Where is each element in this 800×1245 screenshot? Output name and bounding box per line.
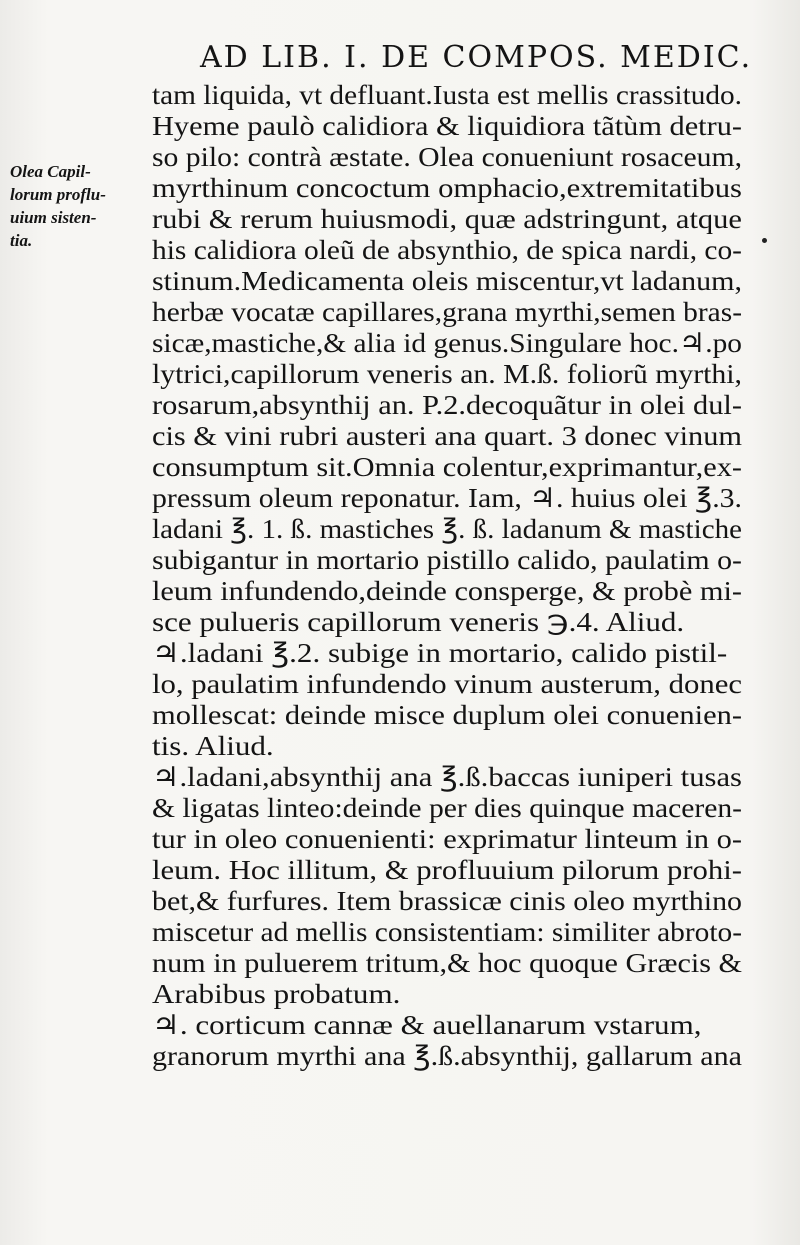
text-line: ♃.ladani,absynthij ana ℥.ß.baccas iuniperi tusas — [152, 762, 742, 792]
text-line: & ligatas linteo:deinde per dies quinque maceren- — [152, 793, 742, 823]
text-line: tis. Aliud. — [152, 731, 274, 761]
text-line: bet,& furfures. Item brassicæ cinis oleo myrthino — [152, 886, 742, 916]
text-line: sce pulueris capillorum veneris ℈.4. Aliud. — [152, 607, 685, 637]
text-line: num in puluerem tritum,& hoc quoque Græcis & — [152, 948, 742, 978]
text-line: lo, paulatim infundendo vinum austerum, donec — [152, 669, 742, 699]
text-line: so pilo: contrà æstate. Olea conueniunt rosaceum, — [152, 142, 742, 172]
text-line: lytrici,capillorum veneris an. M.ß. foliorũ myrthi, — [152, 359, 742, 389]
text-line: leum. Hoc illitum, & profluuium pilorum prohi- — [152, 855, 742, 885]
margin-note — [10, 160, 150, 252]
text-line: his calidiora oleũ de absynthio, de spica nardi, co- — [152, 235, 742, 265]
text-line: rubi & rerum huiusmodi, quæ adstringunt, atque — [152, 204, 742, 234]
text-line: Hyeme paulò calidiora & liquidiora tãtùm detru- — [152, 111, 742, 141]
text-line: herbæ vocatæ capillares,grana myrthi,semen bras- — [152, 297, 742, 327]
text-line: tur in oleo conuenienti: exprimatur linteum in o- — [152, 824, 742, 854]
text-line: miscetur ad mellis consistentiam: similiter abroto- — [152, 917, 742, 947]
ink-dot — [762, 238, 767, 243]
text-line: cis & vini rubri austeri ana quart. 3 donec vinum — [152, 421, 742, 451]
text-line: myrthinum concoctum omphacio,extremitatibus — [152, 173, 742, 203]
text-line: leum infundendo,deinde consperge, & probè mi- — [152, 576, 742, 606]
margin-note-line: uium sisten- — [10, 208, 97, 227]
text-line: ladani ℥. 1. ß. mastiches ℥. ß. ladanum & mastiche — [152, 514, 742, 544]
text-line: pressum oleum reponatur. Iam, ♃. huius olei ℥.3. — [152, 483, 742, 513]
text-line: granorum myrthi ana ℥.ß.absynthij, gallarum ana — [152, 1041, 742, 1071]
text-line: sicæ,mastiche,& alia id genus.Singulare hoc.♃.po — [152, 328, 742, 358]
text-line: ♃.ladani ℥.2. subige in mortario, calido pistil- — [152, 638, 728, 668]
body-text — [152, 80, 752, 1072]
text-line: tam liquida, vt defluant.Iusta est mellis crassitudo. — [152, 80, 742, 110]
margin-note-line: Olea Capil- — [10, 162, 91, 181]
text-line: stinum.Medicamenta oleis miscentur,vt ladanum, — [152, 266, 742, 296]
running-header: AD LIB. I. DE COMPOS. MEDIC. — [200, 40, 753, 75]
text-line: mollescat: deinde misce duplum olei conuenien- — [152, 700, 742, 730]
text-line: ♃. corticum cannæ & auellanarum vstarum, — [152, 1010, 702, 1040]
margin-note-line: tia. — [10, 231, 33, 250]
text-line: consumptum sit.Omnia colentur,exprimantur,ex- — [152, 452, 742, 482]
margin-note-line: lorum proflu- — [10, 185, 106, 204]
text-line: subigantur in mortario pistillo calido, paulatim o- — [152, 545, 742, 575]
text-line: rosarum,absynthij an. P.2.decoquãtur in olei dul- — [152, 390, 742, 420]
text-line: Arabibus probatum. — [152, 979, 401, 1009]
